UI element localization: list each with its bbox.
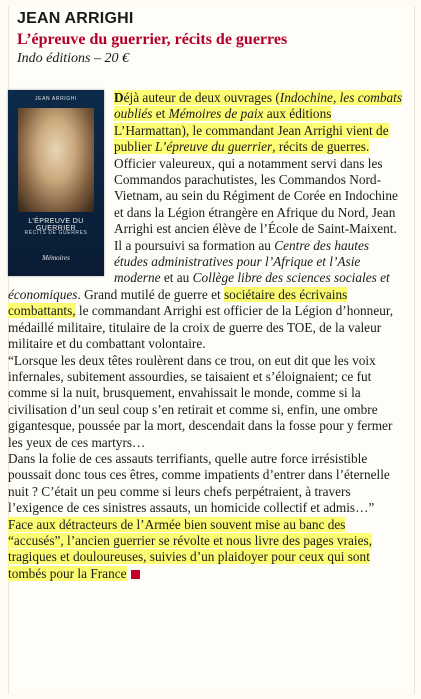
book-title: L’épreuve du guerrier, récits de guerres [17,31,288,48]
text-segment: aux éditions L’Harmattan), le commandant Jean Arrighi vient de publier [114,106,389,155]
text-segment: le commandant Arrighi est officier de la Légion d’honneur, médaillé militaire, titulaire de la croix de guerre des TOE, de la valeur militaire et du combattant volontaire. [8,303,394,352]
paragraph-quote-1: “Lorsque les deux têtes roulèrent dans ce trou, on eut dit que les voix infernales, subitement assourdies, se taisaient et s’éloignaient; ce fut comme si la nuit, brusquement, envahissait le monde, comme si la civilisation d’un seul coup s’en retirait et comme si, enfin, une ombre gigantesque, poussée par la mort, descendait dans la fosse pour y fermer les yeux de ces martyrs… [8,352,393,450]
cover-title: L’ÉPREUVE DU GUERRIER [28,218,84,232]
text-segment: , récits de guerres. [272,139,370,155]
end-mark-icon [131,570,140,579]
book-cover-image [8,90,104,276]
italic-institution: Centre des hautes études administratives pour l’Afrique et l’Asie moderne [114,237,370,286]
text-segment: sociétaire des écrivains combattants, [8,286,348,319]
paragraph-quote-2: Dans la folie de ces assauts terrifiants, quelle autre force irrésistible poussait donc tous ces êtres, comme impatients d’entrer dans l’éternelle nuit ? C’était un peu comme si leurs chefs perpétraient, à travers l’exigence de ces sinistres assauts, un homicide collectif et admis…” [8,450,390,516]
publisher-price: Indo éditions – 20 € [17,51,129,66]
italic-title: Mémoires de paix [168,106,264,122]
text-segment: et au [160,270,193,286]
text-segment: et [152,106,169,122]
italic-title: Indochine, les combats oubliés [114,90,403,122]
italic-institution: Collège libre des sciences sociales et économiques [8,270,390,302]
text-segment: . Grand mutilé de guerre et [77,286,224,302]
text-segment: éjà auteur de deux ouvrages ( [123,90,280,105]
cover-series: Mémoires [42,254,70,262]
paragraph-conclusion [8,517,403,583]
cover-artwork [18,108,94,212]
cover-author: JEAN ARRIGHI [35,96,77,102]
cover-subtitle: RÉCITS DE GUERRES [24,230,88,236]
text-segment: Face aux détracteurs de l’Armée bien souvent mise au banc des “accusés”, l’ancien guerrier se révolte et nous livre des pages vraies, tragiques et douloureuses, suivies d’un plaidoyer pour ceux qui sont tombés pour la France [8,516,373,581]
article-header [9,6,414,67]
italic-title: L’épreuve du guerrier [155,139,273,155]
author-name: JEAN ARRIGHI [17,10,134,27]
drop-cap: D [114,90,124,105]
article-content [8,90,403,582]
text-segment: Officier valeureux, qui a notamment servi dans les Commandos parachutistes, les Commandos Nord-Vietnam, au sein du Régiment de Corée en Indochine et dans la Légion étrangère en Afrique du Nord, Jean Arrighi est ancien élève de l’École de Saint-Maixent. Il a poursuivi sa formation au [114,155,398,253]
